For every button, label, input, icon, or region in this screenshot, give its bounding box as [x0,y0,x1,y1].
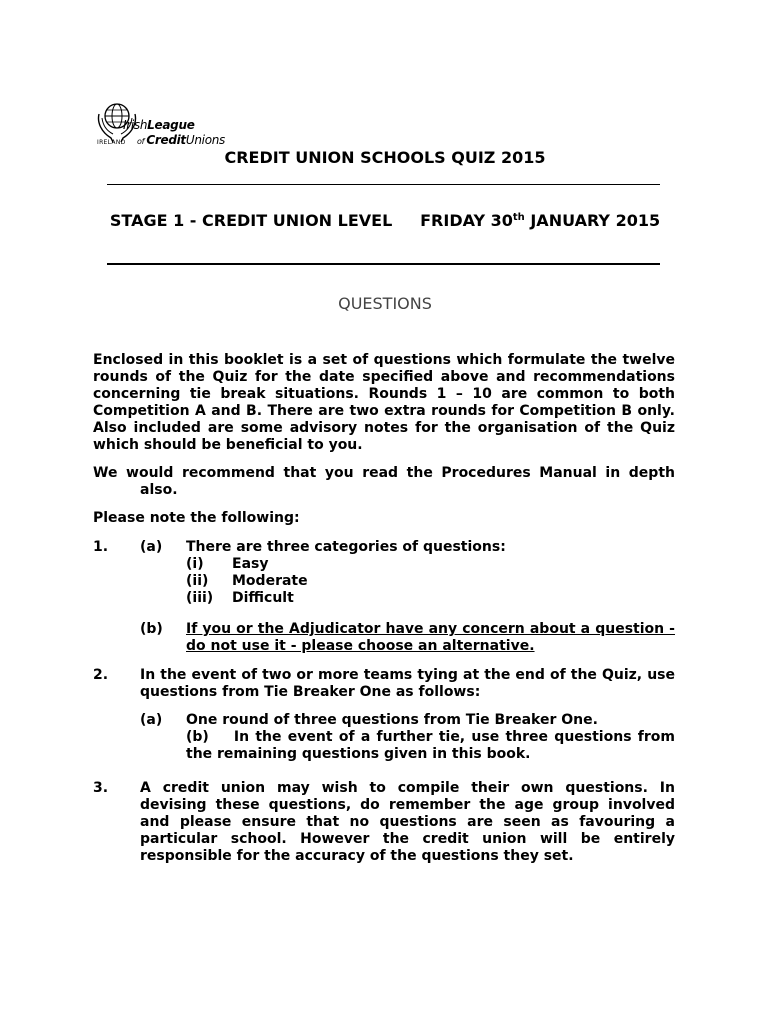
divider-top [107,184,660,185]
category-item [186,556,675,573]
logo-text-unions: Unions [185,133,225,147]
item-sub-label: (b) [140,621,163,637]
list-item-1 [93,539,675,607]
item-text: A credit union may wish to compile their own questions. In devising these questions, do remember the age group involved and please ensure that no questions are seen as favouring a particular school. However the credit union will be entirely responsible for the accuracy of the questions they set. [140,780,675,864]
category-name: Easy [232,556,269,572]
logo-line-2 [137,133,225,147]
category-name: Difficult [232,590,294,606]
item-text: In the event of two or more teams tying at the end of the Quiz, use questions from Tie Breaker One as follows: [140,667,675,700]
questions-heading: QUESTIONS [338,294,432,313]
category-numeral: (i) [186,556,204,572]
list-item-1b [93,621,675,655]
tie-breaker-a-text: One round of three questions from Tie Breaker One. [186,712,598,728]
categories-intro: There are three categories of questions: [186,539,506,555]
stage-date-text: JANUARY 2015 [524,211,661,230]
list-item-2a [93,712,680,763]
logo-text-credit: Credit [146,133,186,147]
logo-country: IRELAND [97,139,126,146]
stage-date-suffix: th [512,212,525,223]
item-number: 1. [93,539,109,555]
item-sub-label: (a) [140,712,163,728]
logo-text-irish: Irish [123,118,148,132]
logo-text-league: League [147,118,195,132]
item-sub-label: (a) [140,539,163,555]
item-text: If you or the Adjudicator have any concern about a question - do not use it - please choose an alternative. [186,621,675,654]
item-number-spacer [93,712,140,763]
item-number: 3. [93,780,109,796]
item-text [186,539,675,607]
tie-breaker-b-text: (b) In the event of a further tie, use three questions from the remaining questions given in this book. [186,729,680,762]
logo-line-1 [123,118,195,132]
list-item-2 [93,667,675,701]
item-text [186,712,680,763]
instructions-body [93,352,680,865]
stage-text: STAGE 1 - CREDIT UNION LEVEL FRIDAY 30 [109,211,513,230]
stage-heading [100,207,670,231]
item-number-spacer [93,621,140,655]
logo-text-of: of [137,137,147,146]
list-item-3 [93,780,675,865]
category-item [186,573,675,590]
document-title: CREDIT UNION SCHOOLS QUIZ 2015 [224,148,546,167]
note-paragraph: Please note the following: [93,510,300,526]
category-item [186,590,675,607]
item-number: 2. [93,667,109,683]
ilcu-logo [95,100,235,150]
procedures-paragraph: We would recommend that you read the Procedures Manual in depth also. [93,465,675,498]
category-numeral: (iii) [186,590,214,606]
category-name: Moderate [232,573,308,589]
intro-paragraph: Enclosed in this booklet is a set of questions which formulate the twelve rounds of the Quiz for the date specified above and recommendations concerning tie break situations. Rounds 1 – 10 are common to both Competition A and B. There are two extra rounds for Competition B only. Also included are some advisory notes for the organisation of the Quiz which should be beneficial to you. [93,352,675,453]
divider-bottom [107,263,660,265]
category-numeral: (ii) [186,573,209,589]
